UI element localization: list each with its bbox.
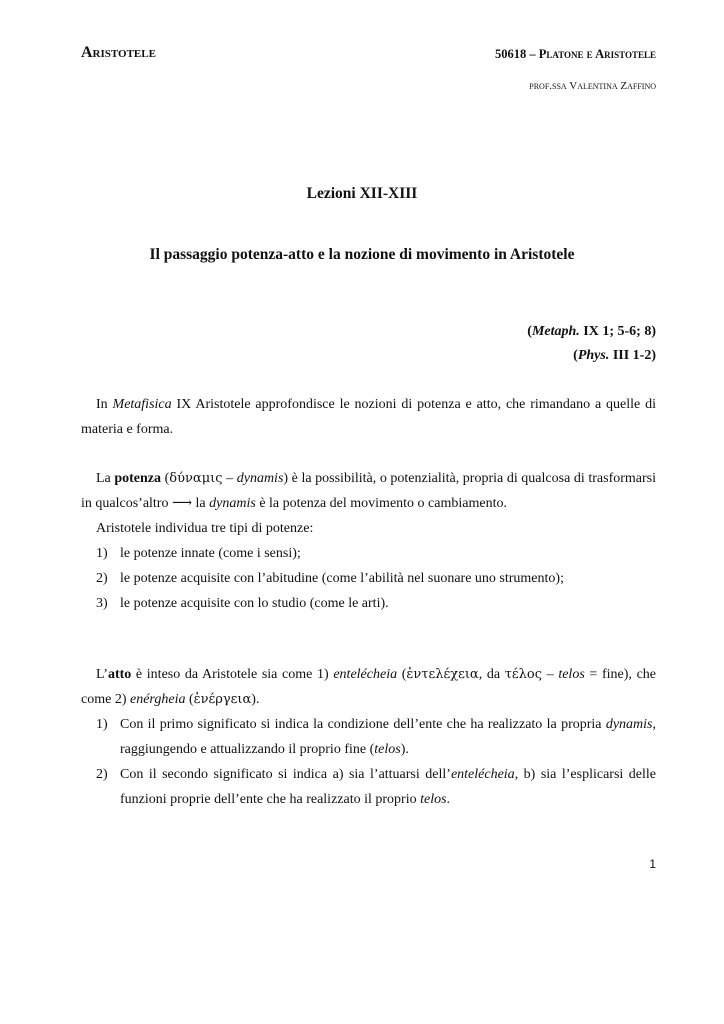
atto-paragraph — [81, 662, 656, 712]
potenza-paragraph — [81, 466, 656, 516]
potenza-line-2: qualcos’altro ⟶ la dynamis è la potenza del movimento o cambiamento. — [95, 496, 507, 511]
atto-item-1-text: Con il primo significato si indica la condizione dell’ente che ha realizzato la propria dynamis, raggiungendo e attualizzando il proprio fine (telos). — [120, 717, 656, 757]
atto-item-2-num: 2) — [96, 767, 108, 782]
atto-item-2 — [96, 762, 656, 812]
reference-physics: (Phys. III 1-2) — [573, 348, 656, 363]
lesson-title: Lezioni XII-XIII — [306, 185, 418, 202]
intro-paragraph — [81, 392, 656, 442]
reference-metaphysics: (Metaph. IX 1; 5-6; 8) — [527, 324, 656, 339]
lesson-subtitle: Il passaggio potenza-atto e la nozione di movimento in Aristotele — [149, 246, 575, 263]
potenza-line-3: Aristotele individua tre tipi di potenze: — [96, 521, 314, 536]
list-item: 2) le potenze acquisite con l’abitudine (come l’abilità nel suonare uno strumento); — [96, 571, 564, 586]
atto-line-2: 2) enérgheia (ἐνέργεια). — [114, 692, 260, 707]
header-course: 50618 – Platone e Aristotele — [494, 47, 656, 61]
document-body — [81, 320, 656, 877]
list-item: 1) le potenze innate (come i sensi); — [96, 546, 301, 561]
intro-line-1: In Metafisica IX Aristotele approfondisce le nozioni di potenza e atto, che rimandano a quelle di — [96, 397, 657, 412]
header-professor: prof.ssa Valentina Zaffino — [529, 80, 656, 92]
atto-line-1: L’atto è inteso da Aristotele sia come 1) entelécheia (ἐντελέχεια, da τέλος – telos = fine), che come — [81, 667, 656, 707]
atto-item-2-text: Con il secondo significato si indica a) sia l’attuarsi dell’entelécheia, b) sia l’esplicarsi delle funzioni proprie dell’ente che ha realizzato il proprio telos. — [120, 767, 657, 807]
atto-item-1 — [96, 712, 656, 762]
potenza-line-1: La potenza (δύναμις – dynamis) è la possibilità, o potenzialità, propria di qualcosa di trasformarsi in — [81, 471, 657, 511]
header-author: Aristotele — [81, 44, 156, 61]
page-number: 1 — [649, 857, 656, 871]
intro-line-2: materia e forma. — [81, 422, 174, 437]
atto-item-1-num: 1) — [96, 717, 108, 732]
list-item: 3) le potenze acquisite con lo studio (come le arti). — [96, 596, 389, 611]
